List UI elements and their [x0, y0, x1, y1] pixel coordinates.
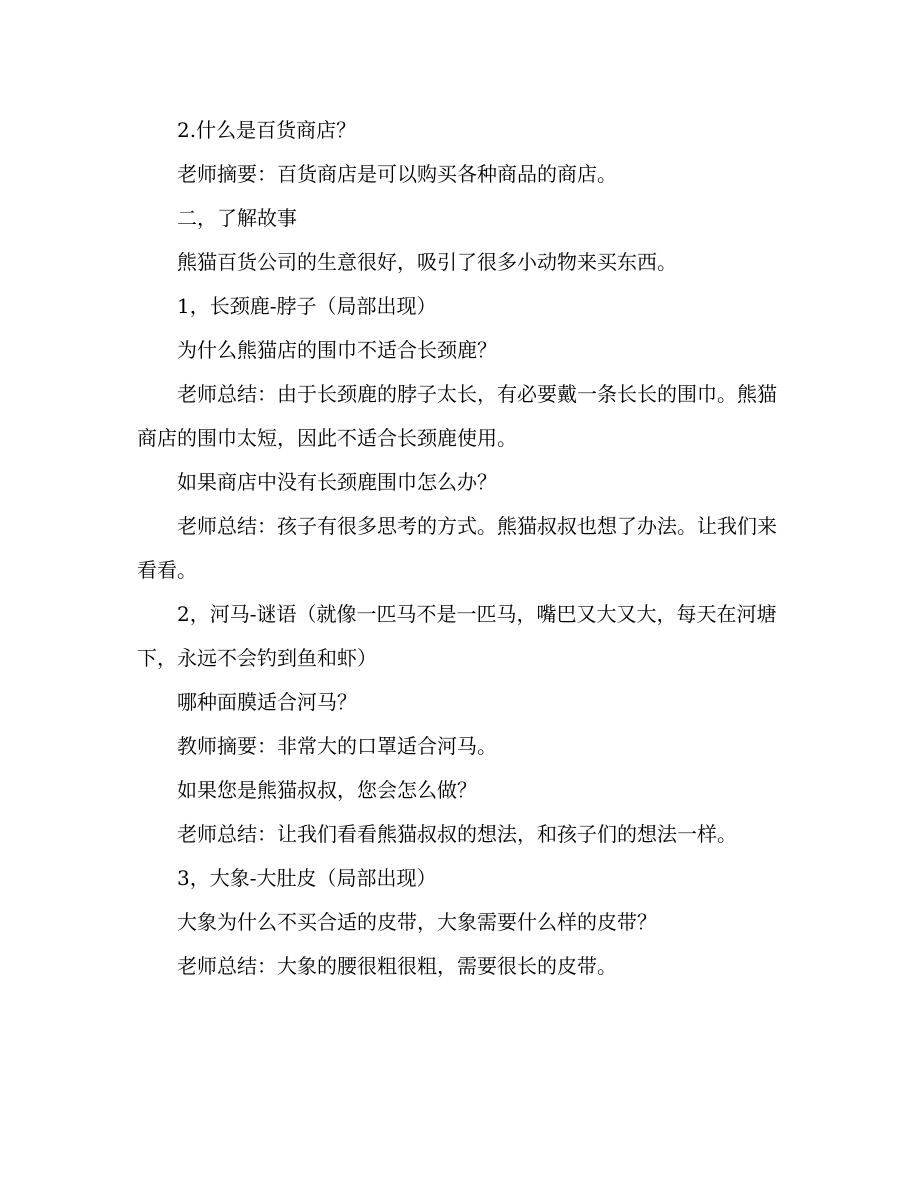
item-hippo-riddle: 2，河马-谜语（就像一匹马不是一匹马，嘴巴又大又大，每天在河塘下，永远不会钓到鱼和虾）: [137, 602, 777, 670]
teacher-summary-ideas: 老师总结：孩子有很多思考的方式。熊猫叔叔也想了办法。让我们来看看。: [137, 514, 777, 582]
teacher-summary-panda-idea: 老师总结：让我们看看熊猫叔叔的想法，和孩子们的想法一样。: [177, 822, 737, 846]
question-hippo-mask: 哪种面膜适合河马？: [177, 690, 357, 714]
document-body: [137, 108, 792, 988]
item-giraffe-neck: 1，长颈鹿-脖子（局部出现）: [177, 294, 437, 318]
section-heading-understand-story: 二，了解故事: [177, 206, 297, 230]
question-elephant-belt: 大象为什么不买合适的皮带，大象需要什么样的皮带？: [177, 910, 657, 934]
teacher-summary-giraffe: 老师总结：由于长颈鹿的脖子太长，有必要戴一条长长的围巾。熊猫商店的围巾太短，因此不适合长颈鹿使用。: [137, 382, 777, 450]
teacher-summary-hippo-mask: 教师摘要：非常大的口罩适合河马。: [177, 734, 497, 758]
question-no-giraffe-scarf: 如果商店中没有长颈鹿围巾怎么办？: [177, 470, 497, 494]
heading-what-is-department-store: 2.什么是百货商店？: [177, 118, 357, 142]
story-intro-paragraph: 熊猫百货公司的生意很好，吸引了很多小动物来买东西。: [177, 250, 677, 274]
question-giraffe-scarf: 为什么熊猫店的围巾不适合长颈鹿？: [177, 338, 497, 362]
question-if-panda-uncle: 如果您是熊猫叔叔，您会怎么做？: [177, 778, 477, 802]
teacher-summary-elephant-belt: 老师总结：大象的腰很粗很粗，需要很长的皮带。: [177, 954, 617, 978]
item-elephant-belly: 3，大象-大肚皮（局部出现）: [177, 866, 437, 890]
teacher-summary-department-store: 老师摘要：百货商店是可以购买各种商品的商店。: [177, 162, 617, 186]
